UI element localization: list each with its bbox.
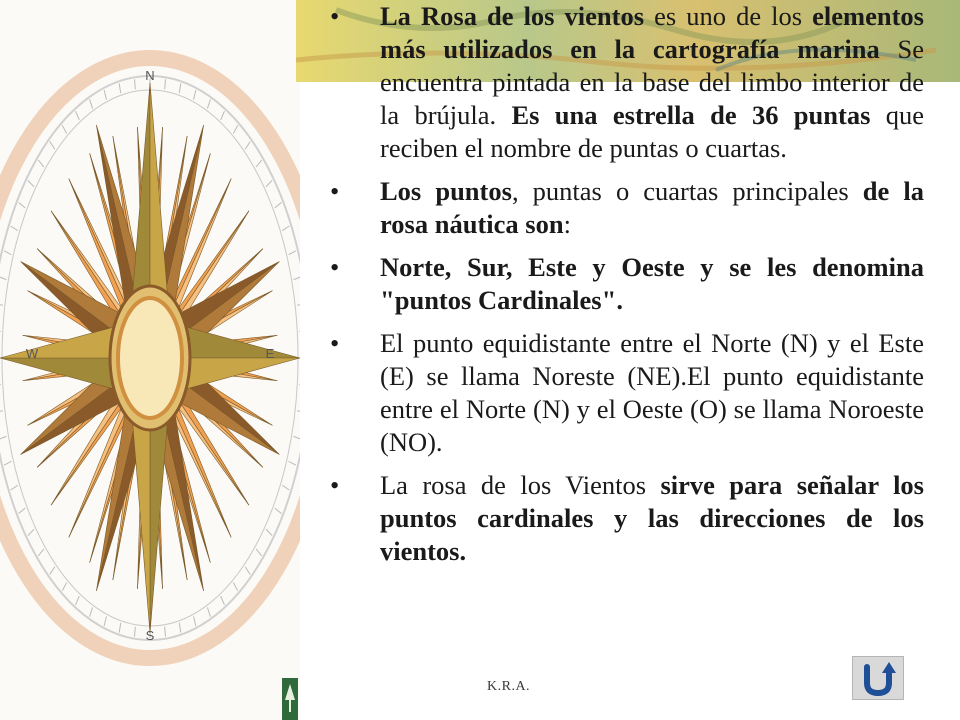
bullet-text-bold: elementos más utilizados en la cartografía marina: [380, 1, 924, 64]
compass-letter-west: W: [25, 346, 39, 361]
bullet-text-bold: sirve para señalar los puntos cardinales y las direcciones de los vientos.: [380, 470, 924, 566]
rose-tick: [245, 142, 250, 150]
rose-tick: [194, 90, 196, 100]
rose-tick: [19, 508, 26, 514]
rose-tick: [207, 99, 210, 108]
bullet-marker: •: [330, 252, 340, 282]
bullet-text-bold: La Rosa de los vientos: [380, 1, 645, 31]
rose-tick: [119, 623, 121, 633]
rose-tick: [275, 508, 282, 514]
rose-tick: [28, 180, 34, 186]
rose-tick: [289, 461, 296, 465]
rose-tick: [119, 83, 121, 93]
bullet-text: que reciben el nombre de puntas o cuartas.: [380, 100, 924, 163]
rose-tick: [62, 582, 66, 590]
rose-tick: [38, 549, 44, 556]
rose-tick: [76, 111, 80, 120]
rose-tick: [4, 251, 11, 255]
rose-tick: [50, 567, 55, 575]
compass-rose-image: [0, 0, 300, 720]
rose-tick: [207, 607, 210, 616]
rose-tick: [0, 436, 6, 439]
bullet-text: Se encuentra pintada en la base del limbo interior de la brújula.: [380, 34, 925, 130]
rose-tick: [38, 160, 44, 167]
rose-tick: [297, 411, 300, 413]
rose-tick: [297, 303, 300, 305]
bullet-text: El punto equidistante entre el Norte (N) y el Este (E) se llama Noreste (NE).El punto equidistante entre el Norte (N) y el Oeste (O) se llama Noroeste (NO).: [380, 328, 924, 457]
bullet-text: La rosa de los Vientos: [380, 470, 661, 500]
rose-tick: [4, 461, 11, 465]
rose-tick: [0, 331, 1, 332]
rose-tick: [266, 180, 272, 186]
rose-tick: [50, 142, 55, 150]
rose-tick: [282, 485, 289, 490]
rose-tick: [256, 160, 262, 167]
rose-tick: [104, 616, 106, 626]
compass-letter-east: E: [265, 346, 275, 361]
rose-tick: [299, 384, 300, 385]
bullet-item: [330, 327, 924, 459]
rose-tick: [0, 384, 1, 385]
rose-tick: [221, 596, 225, 605]
footer-author: K.R.A.: [487, 679, 531, 694]
bullet-text: :: [563, 209, 571, 239]
bullet-text: es uno de los: [644, 1, 813, 31]
rose-tick: [135, 79, 136, 89]
compass-letter-north: N: [145, 68, 155, 83]
rose-tick: [28, 529, 34, 535]
rose-tick: [233, 125, 237, 133]
rose-tick: [0, 303, 3, 305]
rose-tick: [135, 627, 136, 637]
tree-icon: [282, 678, 298, 720]
bullet-text-bold: Norte, Sur, Este y Oeste y se les denomina "puntos Cardinales".: [380, 252, 924, 315]
rose-tick: [0, 277, 6, 280]
bullet-marker: •: [330, 1, 340, 31]
rose-tick: [165, 627, 166, 637]
rose-tick: [194, 616, 196, 626]
rose-tick: [299, 331, 300, 332]
slide-text-content: [330, 0, 924, 578]
rose-tick: [179, 83, 181, 93]
bullet-text-bold: Los puntos: [380, 176, 512, 206]
compass-letter-south: S: [145, 628, 155, 643]
bullet-item: [330, 251, 924, 317]
bullet-marker: •: [330, 176, 340, 206]
bullet-item: [330, 469, 924, 568]
rose-tick: [266, 529, 272, 535]
bullet-text-bold: Es una estrella de 36 puntas: [511, 100, 871, 130]
bullet-text-bold: de la rosa náutica son: [380, 176, 924, 239]
rose-tick: [90, 607, 93, 616]
rose-tick: [11, 226, 18, 231]
rose-tick: [221, 111, 225, 120]
rose-tick: [233, 582, 237, 590]
rose-center-disc: [118, 298, 182, 418]
rose-tick: [256, 549, 262, 556]
rose-tick: [19, 202, 26, 208]
rose-tick: [62, 125, 66, 133]
bullet-text: , puntas o cuartas principales: [511, 176, 863, 206]
bullet-marker: •: [330, 328, 340, 358]
rose-tick: [0, 411, 3, 413]
rose-tick: [76, 596, 80, 605]
rose-tick: [275, 202, 282, 208]
rose-tick: [289, 251, 296, 255]
rose-tick: [294, 436, 300, 439]
rose-tick: [282, 226, 289, 231]
rose-tick: [245, 567, 250, 575]
rose-tick: [179, 623, 181, 633]
rose-tick: [11, 485, 18, 490]
u-turn-back-icon: [853, 657, 903, 699]
bullet-list: [330, 0, 924, 568]
rose-tick: [294, 277, 300, 280]
rose-tick: [165, 79, 166, 89]
rose-tick: [104, 90, 106, 100]
bullet-item: [330, 175, 924, 241]
compass-rose-graphic: [0, 0, 300, 720]
rose-tick: [90, 99, 93, 108]
bullet-item: [330, 0, 924, 165]
back-button[interactable]: [852, 656, 904, 700]
bullet-marker: •: [330, 470, 340, 500]
